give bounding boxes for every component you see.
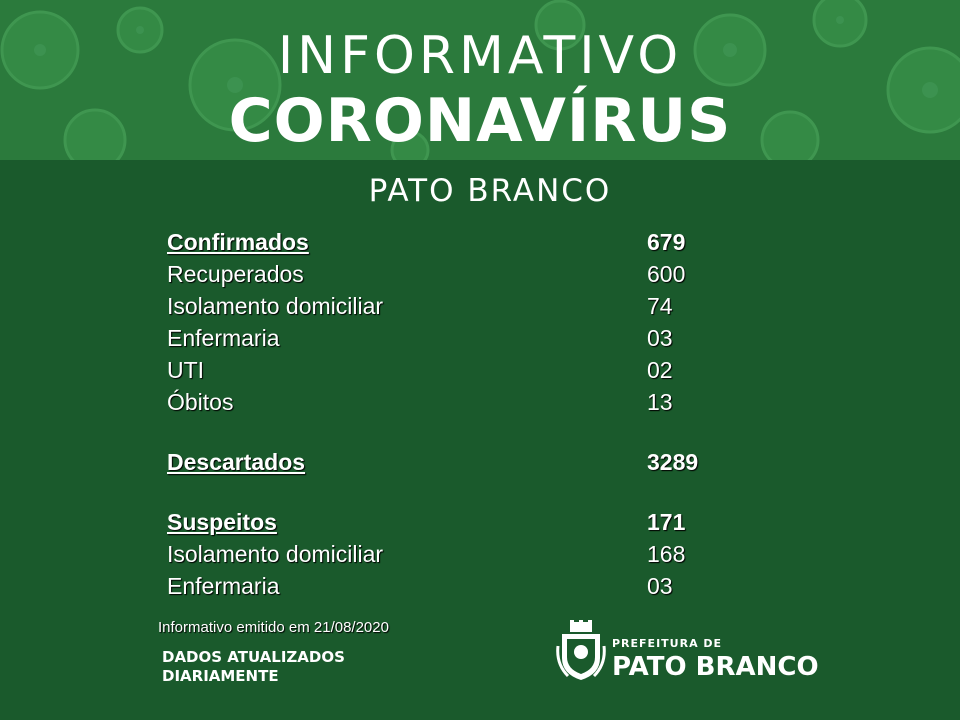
- label-descartados: Descartados: [167, 449, 306, 475]
- value-confirmados: 679: [647, 229, 686, 255]
- row-enfermaria: [167, 322, 727, 354]
- value-suspeitos-enfermaria: 03: [647, 573, 673, 599]
- label-suspeitos-isolamento: Isolamento domiciliar: [167, 541, 384, 567]
- value-recuperados: 600: [647, 261, 686, 287]
- stats-table: [167, 226, 727, 602]
- value-isolamento: 74: [647, 293, 673, 319]
- value-obitos: 13: [647, 389, 673, 415]
- daily-update-note: [162, 648, 345, 686]
- city-crest-icon: [556, 620, 606, 684]
- row-recuperados: [167, 258, 727, 290]
- label-isolamento: Isolamento domiciliar: [167, 293, 384, 319]
- city-heading: PATO BRANCO: [368, 173, 612, 209]
- label-enfermaria: Enfermaria: [167, 325, 280, 351]
- label-uti: UTI: [167, 357, 205, 383]
- value-descartados: 3289: [647, 449, 699, 475]
- row-suspeitos-isolamento: [167, 538, 727, 570]
- row-uti: [167, 354, 727, 386]
- value-suspeitos-isolamento: 168: [647, 541, 686, 567]
- label-confirmados: Confirmados: [167, 229, 309, 255]
- row-suspeitos: [167, 506, 727, 538]
- row-suspeitos-enfermaria: [167, 570, 727, 602]
- value-suspeitos: 171: [647, 509, 686, 535]
- label-suspeitos-enfermaria: Enfermaria: [167, 573, 280, 599]
- row-confirmados: [167, 226, 727, 258]
- issued-date-note: Informativo emitido em 21/08/2020: [158, 619, 389, 636]
- label-recuperados: Recuperados: [167, 261, 304, 287]
- label-suspeitos: Suspeitos: [167, 509, 277, 535]
- header-banner: [0, 0, 960, 160]
- row-obitos: [167, 386, 727, 418]
- value-enfermaria: 03: [647, 325, 673, 351]
- title-coronavirus: CORONAVÍRUS: [228, 86, 732, 156]
- value-uti: 02: [647, 357, 673, 383]
- title-informativo: INFORMATIVO: [277, 26, 683, 86]
- row-descartados: [167, 446, 727, 478]
- logo-city-name: PATO BRANCO: [612, 652, 819, 682]
- logo-prefeitura-label: PREFEITURA DE: [612, 637, 723, 650]
- label-obitos: Óbitos: [167, 389, 234, 415]
- row-isolamento: [167, 290, 727, 322]
- daily-line-2: DIARIAMENTE: [162, 667, 279, 685]
- daily-line-1: DADOS ATUALIZADOS: [162, 648, 345, 666]
